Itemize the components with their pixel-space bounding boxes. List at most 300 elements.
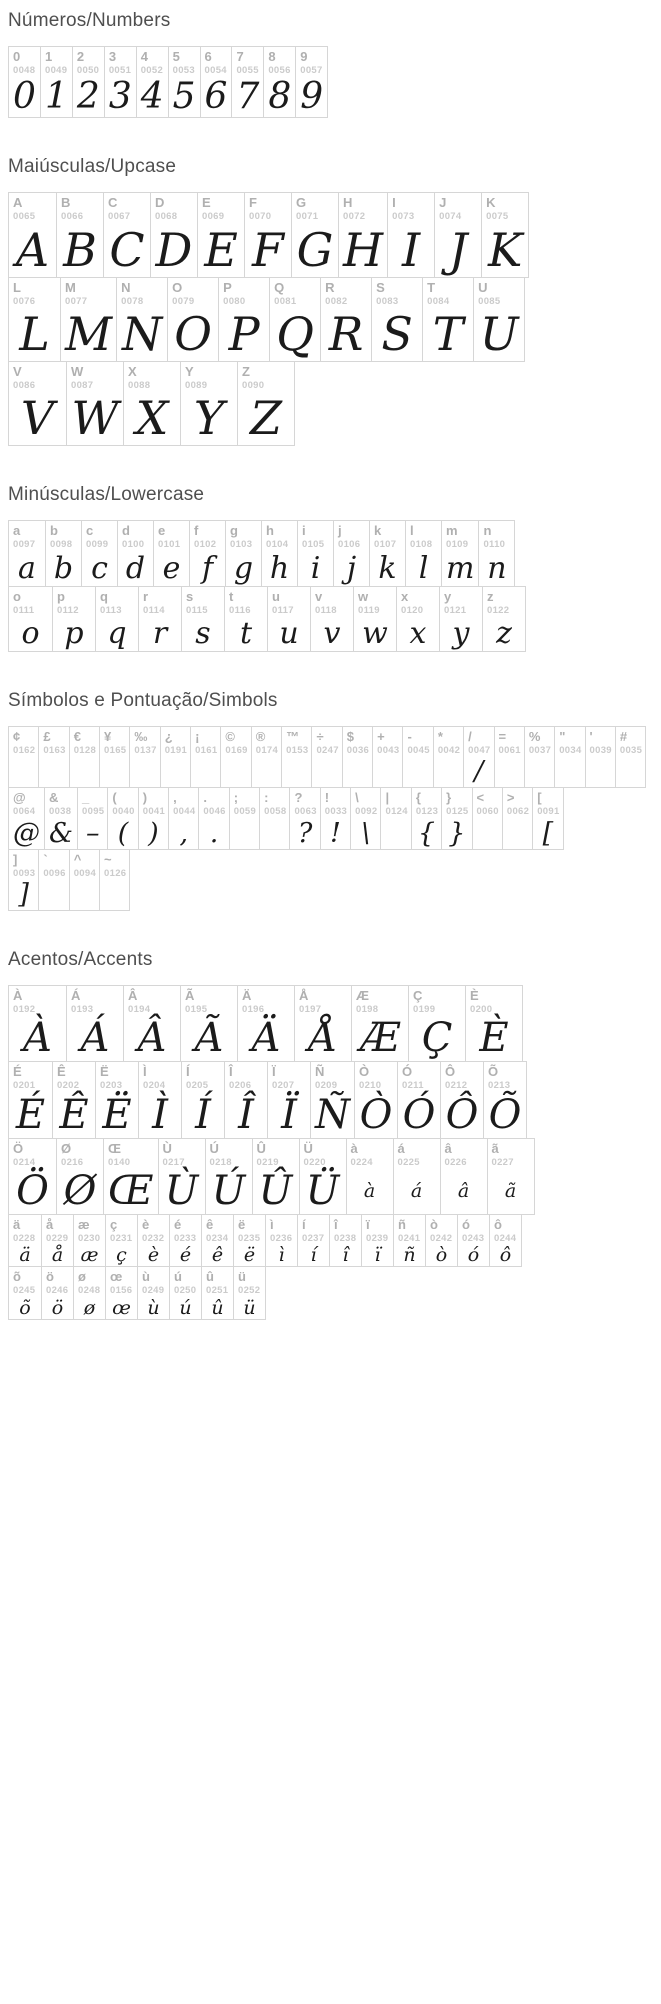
section-title-upcase: Maiúsculas/Upcase [8,156,177,178]
char-glyph: I [402,222,421,277]
char-glyph: L [19,306,50,361]
char-label: £ [43,728,51,744]
char-code: 0033 [324,806,348,818]
char-label: Z [242,363,250,379]
char-cell-0242 [425,1215,457,1266]
char-code: 0243 [462,1232,485,1244]
char-code: 0227 [491,1156,514,1168]
char-code: 0204 [143,1080,166,1092]
char-cell-0033 [320,788,350,848]
char-code: 0246 [46,1285,69,1297]
char-cell-header [181,986,237,1015]
char-label: c [86,523,94,539]
char-cell-header [490,1215,521,1244]
char-cell-0083 [371,278,422,361]
char-cell-0199 [408,986,465,1061]
char-glyph: P [228,306,260,361]
char-code: 0174 [255,744,279,756]
char-label: n [483,523,492,539]
char-glyph: C [109,222,145,277]
char-label: Â [128,987,138,1003]
char-cell-header [441,1139,487,1168]
charmap-row [8,849,130,911]
char-code: 0085 [478,295,501,307]
char-code: 0162 [13,744,36,756]
char-cell-header [435,193,481,222]
char-glyph: e [162,550,181,586]
char-code: 0231 [110,1232,133,1244]
char-glyph [343,756,372,787]
char-cell-0054 [200,47,232,117]
char-cell-header [442,788,471,817]
char-cell-header [298,1215,329,1244]
char-cell-header [474,278,524,307]
char-label: " [559,728,566,744]
char-cell-header [503,788,532,817]
char-code: 0107 [374,539,397,551]
char-label: ~ [104,851,112,867]
char-glyph [230,818,259,849]
char-glyph [282,756,311,787]
char-cell-header [182,1062,224,1091]
section-rows-lowercase [8,520,661,652]
char-code: 0153 [286,744,309,756]
char-cell-0201 [9,1062,52,1137]
char-code: 0119 [358,604,380,616]
char-label: M [65,279,76,295]
char-label: ø [78,1269,86,1285]
char-code: 0242 [430,1232,453,1244]
char-glyph: z [496,615,512,651]
char-code: 0045 [407,744,430,756]
char-code: 0219 [256,1156,279,1168]
char-code: 0091 [537,806,560,818]
char-label: ö [46,1269,54,1285]
char-cell-header [9,278,60,307]
char-glyph: , [179,817,189,849]
char-cell-header [154,521,189,550]
char-cell-header [352,986,408,1015]
char-glyph: œ [112,1296,131,1319]
char-cell-0064 [9,788,44,848]
char-code: 0196 [242,1003,265,1015]
char-cell-0117 [267,587,310,651]
char-glyph: ù [147,1296,160,1319]
char-glyph: Ù [164,1167,199,1214]
char-cell-header [138,1267,169,1296]
char-cell-header [252,727,281,756]
char-code: 0079 [172,295,195,307]
char-cell-0193 [66,986,123,1061]
char-glyph: ô [499,1244,512,1267]
char-cell-header [73,47,104,76]
charmap-row [8,361,295,446]
char-glyph: ) [148,817,159,849]
char-cell-0109 [441,521,478,585]
char-code: 0093 [13,867,36,879]
section-numbers [8,10,661,118]
char-code: 0048 [13,64,36,76]
char-cell-header [104,193,150,222]
char-code: 0220 [303,1156,326,1168]
char-glyph [473,818,502,849]
char-cell-header [41,47,72,76]
char-label: C [108,195,118,211]
char-glyph: Ö [16,1167,49,1214]
char-cell-header [403,727,432,756]
char-glyph: á [410,1179,423,1202]
char-cell-0249 [137,1267,169,1318]
char-cell-0156 [105,1267,137,1318]
char-label: û [206,1269,214,1285]
char-label: L [13,279,21,295]
char-glyph: h [269,550,290,586]
char-cell-header [351,788,380,817]
char-code: 0084 [427,295,450,307]
charmap-row [8,277,525,362]
char-cell-0092 [350,788,380,848]
char-cell-header [202,1215,233,1244]
char-label: d [122,523,130,539]
char-cell-header [124,362,180,391]
char-label: % [528,728,541,744]
char-label: ] [13,851,18,867]
char-cell-0101 [153,521,189,585]
char-cell-0038 [44,788,77,848]
char-cell-header [226,521,261,550]
char-cell-header [139,587,181,616]
char-glyph: A [15,222,50,277]
char-cell-header [117,278,167,307]
char-cell-header [292,193,338,222]
char-code: 0073 [392,211,415,223]
char-glyph: ç [116,1244,127,1267]
char-glyph: Ë [102,1091,132,1138]
char-code: 0057 [300,64,323,76]
char-code: 0100 [122,539,145,551]
char-cell-header [398,1062,440,1091]
char-label: ë [238,1216,246,1232]
char-cell-header [9,850,38,879]
char-glyph: y [452,615,470,651]
char-label: õ [13,1269,21,1285]
char-glyph: } [448,817,466,849]
char-code: 0123 [415,806,439,818]
char-code: 0115 [186,604,208,616]
char-cell-0053 [168,47,200,117]
char-glyph: ó [467,1244,480,1267]
char-cell-0191 [160,727,190,787]
char-glyph: M [65,306,113,361]
char-code: 0114 [143,604,165,616]
char-label: î [334,1216,338,1232]
char-cell-header [245,193,291,222]
char-code: 0224 [350,1156,373,1168]
char-code: 0088 [128,379,151,391]
char-label: Œ [108,1140,121,1156]
char-code: 0103 [230,539,253,551]
char-label: ã [491,1140,499,1156]
char-glyph: É [15,1091,46,1138]
char-glyph [39,756,68,787]
char-cell-0066 [56,193,103,276]
char-label: ¿ [164,728,173,744]
char-label: è [142,1216,150,1232]
char-glyph: & [49,817,74,849]
char-code: 0156 [110,1285,133,1297]
char-cell-0244 [489,1215,521,1266]
char-label: W [71,363,84,379]
char-cell-0078 [116,278,167,361]
char-glyph: È [479,1015,509,1062]
char-code: 0247 [316,744,339,756]
char-cell-0203 [95,1062,138,1137]
char-cell-header [354,587,396,616]
char-cell-0140 [103,1139,158,1214]
char-code: 0041 [142,806,166,818]
char-cell-0196 [237,986,294,1061]
char-cell-0234 [201,1215,233,1266]
char-code: 0207 [272,1080,295,1092]
char-cell-header [234,1215,265,1244]
char-code: 0121 [444,604,467,616]
char-code: 0083 [376,295,399,307]
char-cell-header [362,1215,393,1244]
char-label: o [13,588,21,604]
char-cell-header [311,1062,354,1091]
char-label: ú [174,1269,182,1285]
char-cell-header [423,278,473,307]
char-cell-0063 [289,788,319,848]
char-cell-0126 [99,850,129,910]
char-cell-header [238,362,294,391]
char-label: ? [294,790,303,806]
char-cell-0106 [333,521,369,585]
char-cell-header [161,727,190,756]
char-label: K [486,195,496,211]
char-cell-header [67,362,123,391]
char-cell-header [426,1215,457,1244]
char-cell-0226 [440,1139,487,1214]
char-label: É [13,1064,22,1080]
char-label: ù [142,1269,150,1285]
char-glyph: n [487,550,507,586]
charmap-row [8,192,529,277]
char-code: 0191 [164,744,188,756]
char-cell-0103 [225,521,261,585]
char-cell-header [264,47,295,76]
char-code: 0062 [506,806,530,818]
char-cell-0043 [372,727,402,787]
char-cell-header [182,587,224,616]
char-cell-0243 [457,1215,489,1266]
char-code: 0074 [439,211,462,223]
char-label: À [13,987,23,1003]
char-glyph: î [342,1244,349,1267]
char-cell-header [260,788,289,817]
char-code: 0122 [487,604,510,616]
char-label: ‰ [134,728,148,744]
section-rows-numbers [8,46,661,118]
char-label: \ [355,790,359,806]
char-code: 0059 [233,806,257,818]
char-cell-0220 [299,1139,346,1214]
char-glyph: 2 [76,76,100,118]
char-label: œ [110,1269,123,1285]
section-rows-accents [8,985,661,1320]
char-label: = [498,728,507,744]
char-glyph: / [474,756,484,788]
char-code: 0078 [121,295,144,307]
char-cell-header [479,521,514,550]
char-cell-0241 [393,1215,425,1266]
char-label: S [376,279,385,295]
char-code: 0101 [158,539,181,551]
char-cell-header [139,1062,181,1091]
char-cell-0121 [439,587,482,651]
char-cell-header [266,1215,297,1244]
char-code: 0241 [398,1232,421,1244]
char-cell-header [9,362,66,391]
char-label: - [407,728,412,744]
char-cell-header [191,727,220,756]
char-cell-header [484,1062,526,1091]
char-cell-0068 [150,193,197,276]
char-cell-0059 [229,788,259,848]
char-cell-header [139,788,168,817]
char-cell-0097 [9,521,45,585]
char-cell-0198 [351,986,408,1061]
char-label: Ç [413,987,423,1003]
char-code: 0195 [185,1003,208,1015]
char-glyph: p [64,615,84,651]
char-cell-0128 [69,727,99,787]
char-cell-0229 [41,1215,73,1266]
char-cell-0046 [198,788,228,848]
char-glyph: ì [278,1244,285,1267]
char-code: 0110 [483,539,506,551]
char-cell-0110 [478,521,514,585]
char-glyph: 8 [268,76,292,118]
char-cell-0232 [137,1215,169,1266]
char-cell-header [300,1139,346,1168]
section-lowercase [8,484,661,652]
char-glyph: Ä [251,1015,281,1062]
char-glyph: 5 [172,76,196,118]
char-cell-0251 [201,1267,233,1318]
char-code: 0056 [268,64,291,76]
char-label: q [100,588,108,604]
char-glyph [616,756,645,787]
section-rows-symbols [8,726,661,911]
char-cell-0107 [369,521,405,585]
char-glyph: 1 [45,76,68,118]
char-cell-header [488,1139,534,1168]
char-cell-header [282,727,311,756]
char-code: 0097 [13,539,36,551]
char-label: s [186,588,194,604]
char-cell-header [372,278,422,307]
char-glyph: À [23,1015,52,1062]
char-cell-0217 [158,1139,205,1214]
char-glyph: R [328,306,364,361]
char-code: 0212 [445,1080,468,1092]
char-code: 0124 [385,806,408,818]
char-cell-header [61,278,116,307]
char-cell-0084 [422,278,473,361]
char-glyph: ! [330,817,341,849]
char-code: 0163 [43,744,66,756]
char-label: > [506,790,515,806]
charmap-row [8,985,523,1062]
char-cell-0060 [472,788,502,848]
char-glyph: ] [18,878,29,910]
char-cell-header [262,521,297,550]
char-code: 0235 [238,1232,261,1244]
char-label: + [377,728,385,744]
char-label: ¡ [195,728,200,744]
char-label: , [173,790,177,806]
char-label: © [225,728,235,744]
char-glyph: Û [258,1167,293,1214]
char-cell-0057 [295,47,327,117]
char-glyph: Z [250,391,282,446]
char-label: / [468,728,472,744]
char-label: Ë [100,1064,109,1080]
char-code: 0137 [134,744,157,756]
char-code: 0035 [619,744,643,756]
char-glyph: N [121,306,163,361]
char-glyph [586,756,615,787]
char-code: 0232 [142,1232,165,1244]
char-code: 0067 [108,211,131,223]
char-glyph: G [296,222,334,277]
char-cell-header [42,1267,73,1296]
char-cell-header [296,47,327,76]
char-glyph [70,756,99,787]
char-cell-header [370,521,405,550]
char-code: 0105 [302,539,325,551]
char-label: ™ [286,728,300,744]
char-code: 0140 [108,1156,131,1168]
char-label: ^ [73,851,82,867]
char-glyph: ñ [403,1244,416,1267]
char-glyph: c [91,550,108,586]
char-code: 0125 [446,806,469,818]
char-code: 0216 [61,1156,84,1168]
char-label: Ä [242,987,252,1003]
char-cell-0246 [41,1267,73,1318]
char-label: Ñ [315,1064,325,1080]
char-code: 0064 [13,806,36,818]
char-code: 0165 [104,744,127,756]
char-code: 0052 [140,64,164,76]
char-cell-0111 [9,587,52,651]
char-glyph: J [448,222,468,277]
char-code: 0200 [470,1003,493,1015]
char-label: i [302,523,306,539]
char-cell-0163 [38,727,68,787]
char-cell-header [170,1267,201,1296]
char-code: 0094 [73,867,97,879]
char-code: 0106 [338,539,361,551]
char-cell-header [441,1062,483,1091]
char-cell-header [394,1215,425,1244]
char-glyph: s [195,615,211,651]
char-label: R [325,279,335,295]
char-code: 0098 [50,539,73,551]
char-cell-header [473,788,502,817]
